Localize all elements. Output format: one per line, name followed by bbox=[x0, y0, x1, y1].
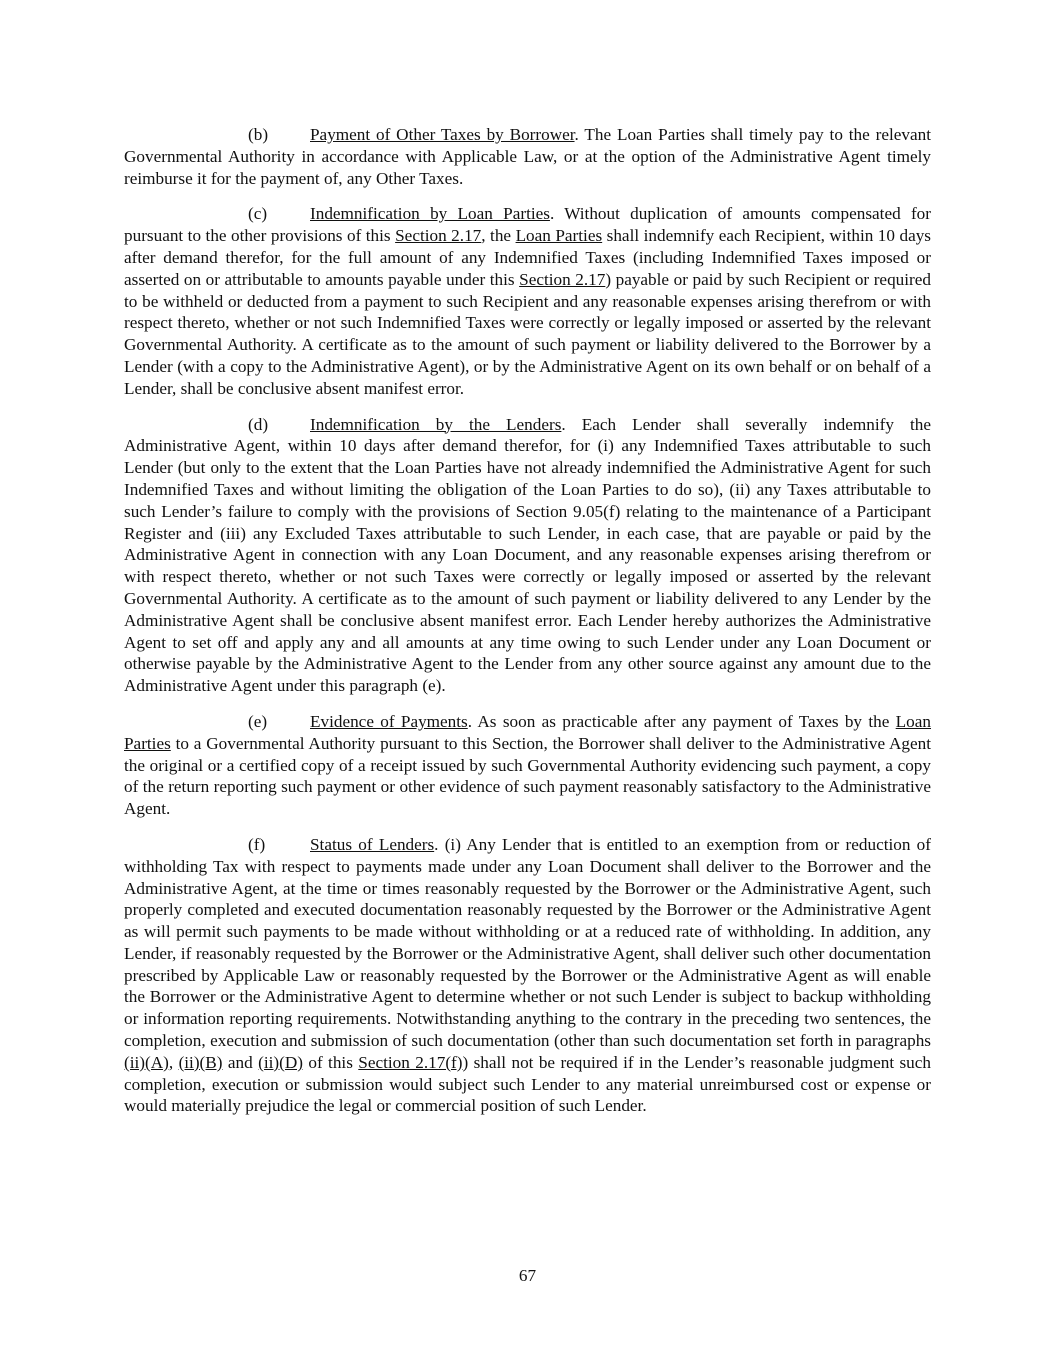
paragraph-text: to a Governmental Authority pursuant to this Section, the Borrower shall deliver to the Administrative Agent the original or a certified copy of a receipt issued by such Governmental Authority evidencing such payment, a copy of the return reporting such payment or other evidence of such payment reasonably satisfactory to the Administrative Agent. bbox=[124, 733, 931, 819]
paragraph-text: . The Loan Parties shall timely pay to the relevant Governmental Authority in accordance with Applicable Law, or at the option of the Administrative Agent timely reimburse it for the payment of, any Other Taxes. bbox=[124, 125, 931, 188]
paragraph-heading: Status of Lenders bbox=[310, 834, 435, 854]
paragraph-f bbox=[124, 834, 931, 1117]
defined-term: Loan Parties bbox=[124, 711, 931, 753]
paragraph-label: (c) bbox=[248, 204, 268, 224]
page-number: 67 bbox=[518, 1266, 537, 1285]
paragraph-text: ) payable or paid by such Recipient or required to be withheld or deducted from a payment to such Recipient and any reasonable expenses arising therefrom or with respect thereto, whether or not such Indemnified Taxes were correctly or legally imposed or asserted by the relevant Governmental Authority. A certificate as to the amount of such payment or liability delivered to the Borrower by a Lender (with a copy to the Administrative Agent), or by the Administrative Agent on its own behalf or on behalf of a Lender, shall be conclusive absent manifest error. bbox=[124, 269, 931, 398]
paragraph-heading: Payment of Other Taxes by Borrower bbox=[310, 125, 575, 144]
paragraph-text: . (i) Any Lender that is entitled to an exemption from or reduction of withholding Tax with respect to payments made under any Loan Document shall deliver to the Borrower and the Administrative Agent, at the time or times reasonably requested by the Borrower or the Administrative Agent, such properly completed and executed documentation reasonably requested by the Borrower or the Administrative Agent as will permit such payments to be made without withholding or at a reduced rate of withholding. In addition, any Lender, if reasonably requested by the Borrower or the Administrative Agent, shall deliver such other documentation prescribed by Applicable Law or reasonably requested by the Borrower or the Administrative Agent as will enable the Borrower or the Administrative Agent to determine whether or not such Lender is subject to backup withholding or information reporting requirements. Notwithstanding anything to the contrary in the preceding two sentences, the completion, execution and submission of such documentation (other than such documentation set forth in paragraphs bbox=[124, 834, 931, 1051]
paragraph-c bbox=[124, 203, 931, 399]
paragraph-label: (f) bbox=[248, 834, 266, 854]
section-reference: Section 2.17 bbox=[519, 269, 606, 289]
defined-term: Loan Parties bbox=[515, 226, 603, 246]
paragraph-text: . Each Lender shall severally indemnify the Administrative Agent, within 10 days after demand therefor, for (i) any Indemnified Taxes attributable to such Lender (but only to the extent that the Loan Parties have not already indemnified the Administrative Agent for such Indemnified Taxes and without limiting the obligation of the Loan Parties to do so), (ii) any Taxes attributable to such Lender’s failure to comply with the provisions of Section 9.05(f) relating to the maintenance of a Participant Register and (iii) any Excluded Taxes attributable to such Lender, in each case, that are payable or paid by the Administrative Agent in connection with any Loan Document, and any reasonable expenses arising therefrom or with respect thereto, whether or not such Taxes were correctly or legally imposed or asserted by the relevant Governmental Authority. A certificate as to the amount of such payment or liability delivered to any Lender by the Administrative Agent shall be conclusive absent manifest error. Each Lender hereby authorizes the Administrative Agent to set off and apply any and all amounts at any time owing to such Lender under any Loan Document or otherwise payable by the Administrative Agent to the Lender from any other source against any amount due to the Administrative Agent under this paragraph (e). bbox=[124, 414, 931, 696]
paragraph-b bbox=[124, 124, 931, 189]
paragraph-text: of this bbox=[302, 1052, 359, 1072]
section-reference: Section 2.17(f) bbox=[358, 1052, 463, 1072]
section-reference: (ii)(B) bbox=[178, 1052, 223, 1072]
section-reference: (ii)(D) bbox=[258, 1052, 303, 1072]
paragraph-d bbox=[124, 414, 931, 697]
paragraph-heading: Indemnification by Loan Parties bbox=[310, 204, 550, 224]
paragraph-label: (d) bbox=[248, 414, 269, 434]
paragraph-heading: Indemnification by the Lenders bbox=[310, 414, 562, 434]
paragraph-text: shall indemnify each Recipient, within 10 days after demand therefor, for the full amount of any Indemnified Taxes (including Indemnified Taxes imposed or asserted on or attributable to amounts payable under this bbox=[124, 226, 931, 289]
paragraph-label: (b) bbox=[248, 125, 269, 144]
document-page bbox=[124, 124, 931, 1131]
paragraph-text: , the bbox=[481, 226, 516, 246]
section-reference: Section 2.17 bbox=[395, 226, 482, 246]
paragraph-heading: Evidence of Payments bbox=[310, 711, 468, 731]
paragraph-text: . As soon as practicable after any payment of Taxes by the bbox=[467, 711, 896, 731]
paragraph-text: , bbox=[168, 1052, 179, 1072]
paragraph-text: and bbox=[222, 1052, 259, 1072]
section-reference: (ii)(A) bbox=[124, 1052, 169, 1072]
paragraph-label: (e) bbox=[248, 711, 268, 731]
paragraph-text: ) shall not be required if in the Lender’s reasonable judgment such completion, execution or submission would subject such Lender to any material unreimbursed cost or expense or would materially prejudice the legal or commercial position of such Lender. bbox=[124, 1052, 932, 1116]
paragraph-e bbox=[124, 711, 931, 820]
paragraph-text: . Without duplication of amounts compensated for pursuant to the other provisions of this bbox=[124, 204, 932, 246]
